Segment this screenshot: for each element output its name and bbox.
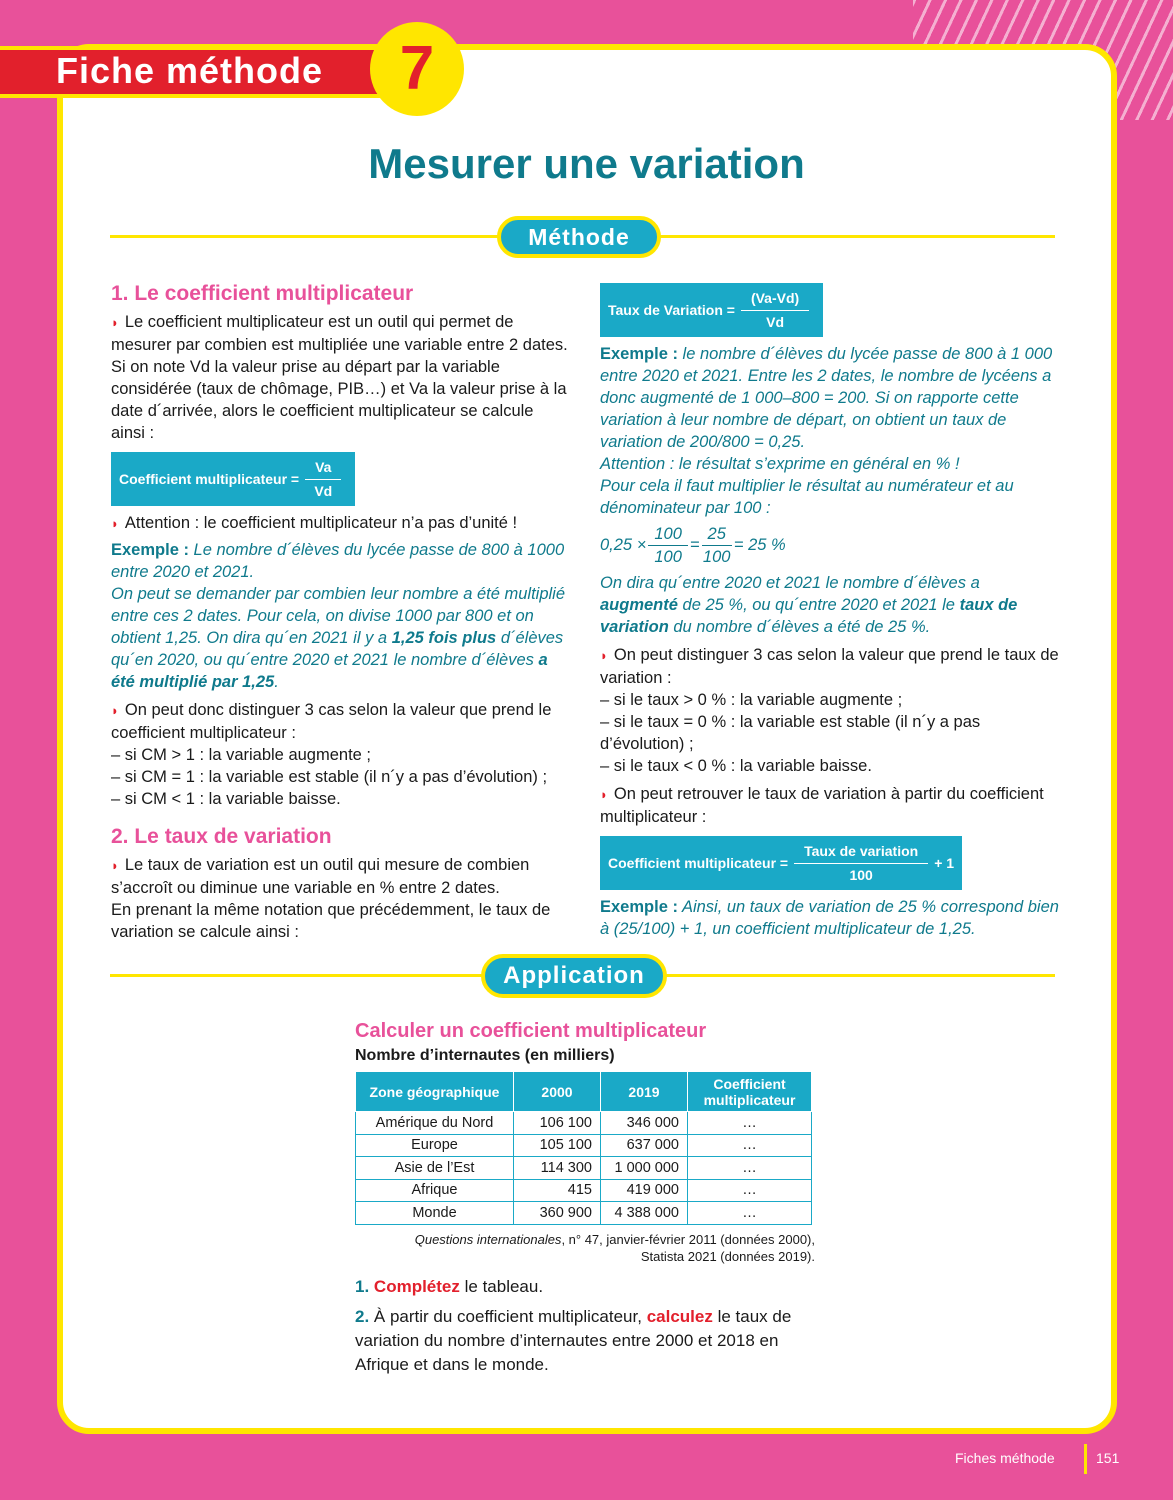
data-table xyxy=(355,1071,812,1225)
application-block xyxy=(355,1020,815,1377)
page-number: 151 xyxy=(1096,1450,1120,1466)
table-header: Zone géographique xyxy=(356,1072,514,1112)
bullet-icon: ◗ xyxy=(111,315,119,330)
paragraph: ◗ Le coefficient multiplicateur est un outil qui permet de mesurer par combien est multipliée une variable entre 2 dates. Si on note Vd la valeur prise au départ par la variable considérée (taux de chômage, PIB…) et Va la valeur prise à la date d´arrivée, alors le coefficient multiplicateur se calcule ainsi : xyxy=(111,313,568,442)
left-column xyxy=(111,283,571,947)
table-title: Nombre d’internautes (en milliers) xyxy=(355,1047,615,1064)
example-conclusion: On dira qu´entre 2020 et 2021 le nombre d´élèves a augmenté de 25 %, ou qu´entre 2020 et 2021 le taux de variation du nombre d´élèves a été de 25 %. xyxy=(600,574,1018,636)
right-column xyxy=(600,283,1060,944)
footer-label: Fiches méthode xyxy=(955,1450,1055,1466)
example: Exemple : Le nombre d´élèves du lycée passe de 800 à 1000 entre 2020 et 2021. On peut se demander par combien leur nombre a été multiplié entre ces 2 dates. Pour cela, on divise 1000 par 800 et on obtient 1,25. On dira qu´en 2021 il y a 1,25 fois plus d´élèves qu´en 2020, ou qu´entre 2020 et 2021 le nombre d´élèves a été multiplié par 1,25. xyxy=(111,541,565,691)
heading-taux: 2. Le taux de variation xyxy=(111,825,332,848)
table-header: Coefficient multiplicateur xyxy=(688,1072,812,1112)
paragraph: ◗ On peut retrouver le taux de variation à partir du coefficient multiplicateur : xyxy=(600,785,1044,826)
bullet-icon: ◗ xyxy=(111,858,119,873)
table-header: 2000 xyxy=(514,1072,601,1112)
section-application: Application xyxy=(481,954,667,998)
footer-divider xyxy=(1084,1444,1087,1474)
paragraph: ◗ On peut distinguer 3 cas selon la valeur que prend le taux de variation : – si le taux > 0 % : la variable augmente ; – si le taux = 0 % : la variable est stable (il n´y a pas d’évolution) ; – si le taux < 0 % : la variable baisse. xyxy=(600,646,1059,775)
section-methode: Méthode xyxy=(497,216,661,258)
bullet-icon: ◗ xyxy=(111,516,119,531)
formula-taux: Taux de Variation = $\frac{(Va-Vd)}{Vd}$ xyxy=(600,283,823,337)
paragraph: ◗ Attention : le coefficient multiplicateur n’a pas d’unité ! xyxy=(111,514,518,532)
example: Exemple : le nombre d´élèves du lycée passe de 800 à 1 000 entre 2020 et 2021. Entre les 2 dates, le nombre de lycéens a donc augmenté de 1 000–800 = 200. Si on rapporte cette variation à leur nombre de départ, on obtient un taux de variation de 200/800 = 0,25. Attention : le résultat s’exprime en général en % ! Pour cela il faut multiplier le résultat au numérateur et au dénominateur par 100 : xyxy=(600,345,1053,517)
table-row: Asie de l’Est 114 300 1 000 000 … xyxy=(356,1157,812,1180)
table-row: Afrique 415 419 000 … xyxy=(356,1179,812,1202)
bullet-icon: ◗ xyxy=(111,703,119,718)
paragraph: ◗ Le taux de variation est un outil qui mesure de combien s’accroît ou diminue une variable en % entre 2 dates. En prenant la même notation que précédemment, le taux de variation se calcule ainsi : xyxy=(111,856,551,941)
heading-coefficient: 1. Le coefficient multiplicateur xyxy=(111,282,414,305)
question-1: 1. Complétez le tableau. xyxy=(355,1276,544,1296)
badge-label: Fiche méthode xyxy=(56,50,324,91)
table-row: Amérique du Nord 106 100 346 000 … xyxy=(356,1112,812,1135)
table-row: Europe 105 100 637 000 … xyxy=(356,1134,812,1157)
formula-coefficient: Coefficient multiplicateur = $\frac{Va}{Vd}$ xyxy=(111,452,355,506)
table-header: 2019 xyxy=(601,1072,688,1112)
question-2: 2. À partir du coefficient multiplicateur, calculez le taux de variation du nombre d’internautes entre 2000 et 2018 en Afrique et dans le monde. xyxy=(355,1306,792,1374)
page-title: Mesurer une variation xyxy=(368,140,805,187)
application-title: Calculer un coefficient multiplicateur xyxy=(355,1020,707,1042)
bullet-icon: ◗ xyxy=(600,648,608,663)
method-number: 7 xyxy=(370,22,464,116)
table-row: Monde 360 900 4 388 000 … xyxy=(356,1202,812,1225)
math-expression: 0,25 × $\frac{100}{100}$ = $\frac{25}{100}$ = 25 % xyxy=(600,525,786,566)
example: Exemple : Ainsi, un taux de variation de 25 % correspond bien à (25/100) + 1, un coefficient multiplicateur de 1,25. xyxy=(600,898,1059,938)
formula-relation: Coefficient multiplicateur = $\frac{\text{Taux de variation}}{100}$ + 1 xyxy=(600,836,962,890)
paragraph: ◗ On peut donc distinguer 3 cas selon la valeur que prend le coefficient multiplicateur : – si CM > 1 : la variable augmente ; – si CM = 1 : la variable est stable (il n´y a pas d’évolution) ; – si CM < 1 : la variable baisse. xyxy=(111,701,552,808)
bullet-icon: ◗ xyxy=(600,787,608,802)
table-source: Questions internationales, n° 47, janvier-février 2011 (données 2000), Statista 2021 (données 2019). xyxy=(414,1231,815,1264)
